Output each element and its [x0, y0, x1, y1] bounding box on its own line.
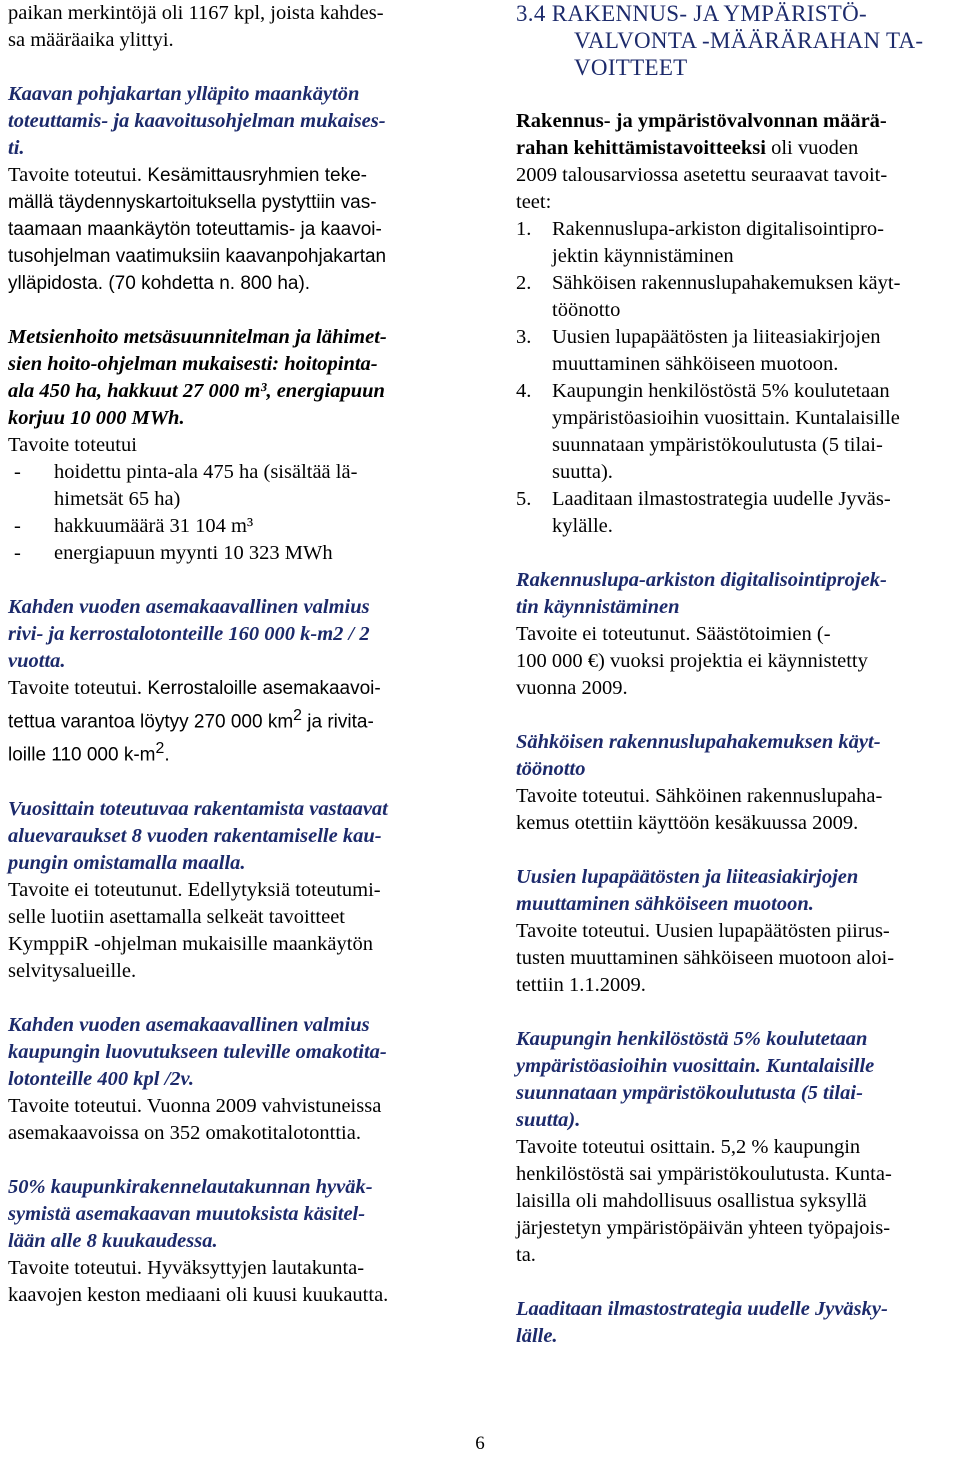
list-item [8, 540, 450, 567]
heading-line: sien hoito-ohjelman mukaisesti: hoitopinta- [8, 353, 378, 375]
heading-line: ti. [8, 137, 25, 159]
heading-line: toteuttamis- ja kaavoitusohjelman mukaises- [8, 110, 386, 132]
section-title-line: VOITTEET [574, 55, 688, 80]
goal-text: muuttaminen sähköiseen muotoon. [552, 353, 839, 375]
body-text: tettiin 1.1.2009. [516, 974, 646, 996]
heading-line: vuotta. [8, 650, 66, 672]
goal-number: 1. [516, 218, 532, 240]
goal-text: Laaditaan ilmastostrategia uudelle Jyväs- [552, 488, 891, 510]
koulutus-heading [516, 1026, 956, 1134]
goal-text: Rakennuslupa-arkiston digitalisointipro- [552, 218, 884, 240]
goals-intro [516, 108, 956, 216]
body-text: loille 110 000 k-m [8, 744, 156, 766]
list-item [8, 459, 450, 513]
body-text: 100 000 €) vuoksi projektia ei käynnistetty [516, 650, 868, 672]
left-column [8, 0, 450, 1309]
body-text: teet: [516, 191, 552, 213]
goal-number: 5. [516, 488, 532, 510]
body-text: selle luotiin asettamalla selkeät tavoitteet [8, 905, 345, 928]
body-text: Kesämittausryhmien teke- [142, 165, 367, 186]
goal-item [516, 378, 956, 486]
omakoti-heading [8, 1012, 450, 1093]
heading-line: rivi- ja kerrostalotonteille 160 000 k-m2 / 2 [8, 623, 370, 645]
arkisto-body [516, 621, 956, 702]
heading-line: Kaupungin henkilöstöstä 5% koulutetaan [516, 1028, 868, 1050]
heading-line: ympäristöasioihin vuosittain. Kuntalaisille [516, 1055, 875, 1077]
heading-line: pungin omistamalla maalla. [8, 851, 246, 874]
body-text: taamaan maankäytön toteuttamis- ja kaavoi- [8, 219, 382, 240]
sahkoinen-body [516, 783, 956, 837]
metsa-status: Tavoite toteutui [8, 434, 137, 456]
body-text: henkilöstöstä sai ympäristökoulutusta. Kunta- [516, 1163, 892, 1185]
metsa-heading [8, 324, 450, 432]
heading-line: kaupungin luovutukseen tuleville omakotita- [8, 1040, 387, 1063]
goal-item [516, 486, 956, 540]
heading-line: lälle. [516, 1325, 558, 1347]
status-text: Tavoite toteutui. [8, 677, 143, 699]
heading-line: 50% kaupunkirakennelautakunnan hyväk- [8, 1175, 373, 1198]
body-text: ja rivita- [301, 711, 374, 733]
body-text: Tavoite toteutui. Hyväksyttyjen lautakunta- [8, 1256, 365, 1279]
aluevaraukset-heading [8, 796, 450, 877]
body-text: oli vuoden [765, 137, 859, 159]
heading-line: Kahden vuoden asemakaavallinen valmius [8, 1013, 370, 1036]
intro-bold: rahan kehittämistavoitteeksi [516, 137, 766, 159]
heading-line: Sähköisen rakennuslupahakemuksen käyt- [516, 731, 881, 753]
dash-bullet: - [14, 515, 21, 537]
dash-bullet: - [14, 542, 21, 564]
goal-text: Kaupungin henkilöstöstä 5% koulutetaan [552, 380, 890, 402]
superscript: 2 [155, 740, 165, 758]
omakoti-body [8, 1093, 450, 1147]
superscript: 2 [293, 707, 302, 724]
body-text: vuonna 2009. [516, 677, 628, 699]
goal-text: suutta). [552, 461, 613, 483]
list-item-text: energiapuun myynti 10 323 MWh [54, 542, 333, 564]
goal-number: 2. [516, 272, 532, 294]
heading-line: suutta). [516, 1109, 581, 1131]
heading-line: Laaditaan ilmastostrategia uudelle Jyväsky- [516, 1298, 888, 1320]
rivi-body [8, 675, 450, 769]
heading-line: muuttaminen sähköiseen muotoon. [516, 893, 814, 915]
heading-line: Kaavan pohjakartan ylläpito maankäytön [8, 83, 360, 105]
arkisto-heading [516, 567, 956, 621]
section-title-line: VALVONTA -MÄÄRÄRAHAN TA- [574, 28, 924, 53]
page-number: 6 [475, 1433, 485, 1454]
list-item-text: himetsät 65 ha) [54, 488, 181, 510]
section-title [516, 0, 956, 81]
heading-line: lään alle 8 kuukaudessa. [8, 1229, 218, 1252]
list-item-text: hakkuumäärä 31 104 m³ [54, 515, 254, 537]
goal-text: Uusien lupapäätösten ja liiteasiakirjojen [552, 326, 881, 348]
body-text: Tavoite toteutui. Vuonna 2009 vahvistuneissa [8, 1094, 382, 1117]
heading-line: Uusien lupapäätösten ja liiteasiakirjojen [516, 866, 859, 888]
goal-item [516, 270, 956, 324]
goal-text: töönotto [552, 299, 621, 321]
body-text: selvitysalueille. [8, 959, 137, 982]
lupapaatokset-body [516, 918, 956, 999]
intro-line: sa määräaika ylittyi. [8, 29, 174, 51]
lupapaatokset-heading [516, 864, 956, 918]
heading-line: Vuosittain toteutuvaa rakentamista vastaavat [8, 797, 388, 820]
ilmasto-heading [516, 1296, 956, 1350]
intro-paragraph [8, 0, 450, 54]
goal-item [516, 216, 956, 270]
heading-line: lotonteille 400 kpl /2v. [8, 1067, 195, 1090]
body-text: Kerrostaloille asemakaavoi- [142, 678, 381, 699]
dash-bullet: - [14, 461, 21, 483]
heading-line: suunnataan ympäristökoulutusta (5 tilai- [516, 1082, 863, 1104]
body-text: Tavoite toteutui. Uusien lupapäätösten piirus- [516, 920, 890, 942]
goal-item [516, 324, 956, 378]
heading-line: töönotto [516, 758, 586, 780]
body-text: ta. [516, 1244, 536, 1266]
goal-text: ympäristöasioihin vuosittain. Kuntalaisille [552, 407, 900, 429]
intro-line: paikan merkintöjä oli 1167 kpl, joista kahdes- [8, 2, 384, 24]
heading-line: aluevaraukset 8 vuoden rakentamiselle kau- [8, 824, 382, 847]
kaava-heading [8, 81, 450, 162]
goal-text: suunnataan ympäristökoulutusta (5 tilai- [552, 434, 883, 456]
list-item-text: hoidettu pinta-ala 475 ha (sisältää lä- [54, 461, 358, 483]
heading-line: ala 450 ha, hakkuut 27 000 m³, energiapuun [8, 380, 385, 402]
right-column [516, 0, 956, 1350]
body-text: tettua varantoa löytyy 270 000 km [8, 711, 294, 733]
heading-line: korjuu 10 000 MWh. [8, 407, 185, 429]
body-text: ylläpidosta. (70 kohdetta n. 800 ha). [8, 273, 311, 294]
body-text: asemakaavoissa on 352 omakotitalotonttia. [8, 1121, 361, 1144]
goals-list [516, 216, 956, 540]
list-item [8, 513, 450, 540]
metsa-list [8, 459, 450, 567]
body-text: tusten muuttaminen sähköiseen muotoon aloi- [516, 947, 895, 969]
intro-bold: Rakennus- ja ympäristövalvonnan määrä- [516, 110, 887, 132]
goal-text: jektin käynnistäminen [552, 245, 734, 267]
koulutus-body [516, 1134, 956, 1269]
lautakunta-heading [8, 1174, 450, 1255]
body-text: KymppiR -ohjelman mukaisille maankäytön [8, 932, 373, 955]
body-text: Tavoite ei toteutunut. Edellytyksiä toteutumi- [8, 878, 381, 901]
body-text: mällä täydennyskartoituksella pystyttiin vas- [8, 192, 377, 213]
body-text: järjestetyn ympäristöpäivän yhteen työpajois- [516, 1217, 891, 1239]
body-text: tusohjelman vaatimuksiin kaavanpohjakartan [8, 246, 387, 267]
goal-number: 4. [516, 380, 532, 402]
body-text: 2009 talousarviossa asetettu seuraavat tavoit- [516, 164, 888, 186]
body-text: Tavoite toteutui osittain. 5,2 % kaupungin [516, 1136, 861, 1158]
body-text: kemus otettiin käyttöön kesäkuussa 2009. [516, 812, 859, 834]
heading-line: symistä asemakaavan muutoksista käsitel- [8, 1202, 366, 1225]
status-text: Tavoite toteutui. [8, 164, 143, 186]
heading-line: Kahden vuoden asemakaavallinen valmius [8, 596, 370, 618]
goal-number: 3. [516, 326, 532, 348]
aluevaraukset-body [8, 877, 450, 985]
heading-line: Metsienhoito metsäsuunnitelman ja lähimet- [8, 326, 387, 348]
sahkoinen-heading [516, 729, 956, 783]
body-text: . [164, 744, 170, 766]
section-title-line: 3.4 RAKENNUS- JA YMPÄRISTÖ- [516, 1, 867, 26]
heading-line: tin käynnistäminen [516, 596, 680, 618]
goal-text: Sähköisen rakennuslupahakemuksen käyt- [552, 272, 901, 294]
kaava-body [8, 162, 450, 297]
body-text: kaavojen keston mediaani oli kuusi kuukautta. [8, 1283, 389, 1306]
body-text: laisilla oli mahdollisuus osallistua syksyllä [516, 1190, 867, 1212]
body-text: Tavoite toteutui. Sähköinen rakennuslupaha- [516, 785, 883, 807]
rivi-heading [8, 594, 450, 675]
heading-line: Rakennuslupa-arkiston digitalisointiprojek- [516, 569, 887, 591]
lautakunta-body [8, 1255, 450, 1309]
body-text: Tavoite ei toteutunut. Säästötoimien (- [516, 623, 831, 645]
goal-text: kylälle. [552, 515, 613, 537]
